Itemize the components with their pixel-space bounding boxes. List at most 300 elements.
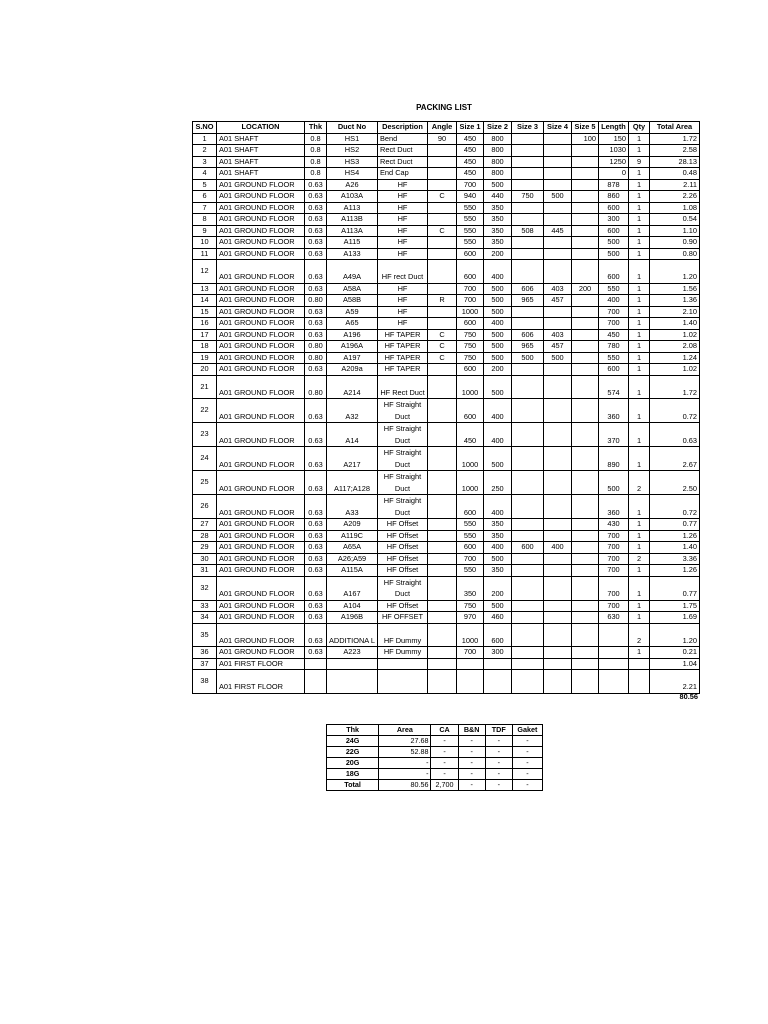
- cell-s4: [544, 214, 572, 226]
- cell-duct: A113A: [327, 225, 378, 237]
- cell-sno: 21: [193, 375, 217, 399]
- summary-cell: -: [485, 747, 512, 758]
- cell-s4: [544, 179, 572, 191]
- cell-thk: 0.63: [305, 495, 327, 519]
- cell-s3: [512, 168, 544, 180]
- cell-sno: 4: [193, 168, 217, 180]
- cell-s4: [544, 576, 572, 600]
- cell-area: 1.20: [650, 623, 700, 647]
- cell-s3: [512, 447, 544, 471]
- cell-duct: A197: [327, 352, 378, 364]
- cell-s4: [544, 168, 572, 180]
- cell-duct: A209: [327, 519, 378, 531]
- cell-sno: 27: [193, 519, 217, 531]
- cell-s3: [512, 623, 544, 647]
- cell-sno: 2: [193, 145, 217, 157]
- summary-cell: -: [431, 769, 458, 780]
- cell-desc: HF TAPER: [378, 329, 428, 341]
- cell-desc: HF: [378, 318, 428, 330]
- cell-s3: 606: [512, 283, 544, 295]
- cell-area: 0.90: [650, 237, 700, 249]
- cell-qty: 2: [629, 623, 650, 647]
- cell-sno: 38: [193, 670, 217, 694]
- cell-area: 1.56: [650, 283, 700, 295]
- cell-desc: HF: [378, 295, 428, 307]
- cell-desc: HF rect Duct: [378, 260, 428, 284]
- cell-angle: [428, 471, 457, 495]
- cell-length: 600: [599, 260, 629, 284]
- cell-desc: [378, 670, 428, 694]
- summary-cell: -: [512, 780, 542, 791]
- cell-sno: 6: [193, 191, 217, 203]
- cell-area: 1.26: [650, 530, 700, 542]
- cell-location: A01 SHAFT: [217, 168, 305, 180]
- cell-s4: [544, 202, 572, 214]
- cell-location: A01 SHAFT: [217, 133, 305, 145]
- cell-s2: 300: [484, 647, 512, 659]
- cell-thk: 0.63: [305, 329, 327, 341]
- summary-cell: -: [458, 780, 485, 791]
- cell-area: 0.48: [650, 168, 700, 180]
- cell-s3: 606: [512, 329, 544, 341]
- cell-duct: HS4: [327, 168, 378, 180]
- summary-cell: -: [512, 736, 542, 747]
- cell-s2: [484, 670, 512, 694]
- cell-sno: 23: [193, 423, 217, 447]
- summary-column-header: Thk: [327, 725, 379, 736]
- cell-s2: 440: [484, 191, 512, 203]
- cell-length: 150: [599, 133, 629, 145]
- grand-total: 80.56: [679, 692, 698, 701]
- table-row: [193, 600, 700, 612]
- cell-sno: 5: [193, 179, 217, 191]
- cell-desc: HF TAPER: [378, 341, 428, 353]
- cell-s3: 750: [512, 191, 544, 203]
- cell-angle: [428, 542, 457, 554]
- cell-qty: 1: [629, 423, 650, 447]
- cell-location: A01 GROUND FLOOR: [217, 214, 305, 226]
- cell-duct: HS2: [327, 145, 378, 157]
- cell-thk: 0.63: [305, 214, 327, 226]
- cell-s5: [572, 318, 599, 330]
- cell-s1: 1000: [457, 471, 484, 495]
- cell-area: 2.21: [650, 670, 700, 694]
- cell-s2: 350: [484, 237, 512, 249]
- cell-qty: 1: [629, 237, 650, 249]
- cell-length: [599, 647, 629, 659]
- cell-s5: [572, 364, 599, 376]
- cell-s3: 965: [512, 295, 544, 307]
- table-row: [193, 352, 700, 364]
- cell-angle: [428, 364, 457, 376]
- cell-location: A01 GROUND FLOOR: [217, 447, 305, 471]
- cell-duct: A32: [327, 399, 378, 423]
- cell-desc: HF: [378, 202, 428, 214]
- cell-s2: 500: [484, 600, 512, 612]
- cell-s2: 500: [484, 341, 512, 353]
- cell-area: 2.50: [650, 471, 700, 495]
- cell-sno: 1: [193, 133, 217, 145]
- cell-desc: HF: [378, 225, 428, 237]
- cell-duct: A65: [327, 318, 378, 330]
- cell-s5: 100: [572, 133, 599, 145]
- cell-duct: A217: [327, 447, 378, 471]
- summary-column-header: TDF: [485, 725, 512, 736]
- cell-s5: [572, 156, 599, 168]
- cell-area: 0.77: [650, 576, 700, 600]
- cell-sno: 16: [193, 318, 217, 330]
- summary-cell: -: [379, 769, 431, 780]
- cell-s5: [572, 623, 599, 647]
- cell-s5: [572, 225, 599, 237]
- table-row: [193, 214, 700, 226]
- cell-s5: [572, 553, 599, 565]
- cell-s5: [572, 237, 599, 249]
- cell-location: A01 GROUND FLOOR: [217, 191, 305, 203]
- cell-area: 2.26: [650, 191, 700, 203]
- cell-s2: 350: [484, 519, 512, 531]
- cell-duct: A59: [327, 306, 378, 318]
- cell-angle: [428, 156, 457, 168]
- cell-length: [599, 658, 629, 670]
- summary-cell: 2,700: [431, 780, 458, 791]
- cell-thk: 0.63: [305, 612, 327, 624]
- column-header: Angle: [428, 122, 457, 134]
- cell-thk: 0.63: [305, 260, 327, 284]
- cell-s2: 460: [484, 612, 512, 624]
- cell-desc: HF: [378, 306, 428, 318]
- cell-s1: 450: [457, 423, 484, 447]
- cell-qty: 1: [629, 133, 650, 145]
- cell-qty: 1: [629, 352, 650, 364]
- cell-angle: [428, 375, 457, 399]
- cell-angle: [428, 530, 457, 542]
- cell-location: A01 SHAFT: [217, 145, 305, 157]
- cell-location: A01 GROUND FLOOR: [217, 399, 305, 423]
- cell-angle: [428, 283, 457, 295]
- cell-s1: 600: [457, 364, 484, 376]
- cell-angle: C: [428, 191, 457, 203]
- cell-area: 0.63: [650, 423, 700, 447]
- cell-thk: 0.63: [305, 237, 327, 249]
- cell-s5: [572, 260, 599, 284]
- cell-qty: 1: [629, 375, 650, 399]
- cell-thk: 0.63: [305, 248, 327, 260]
- cell-area: 1.10: [650, 225, 700, 237]
- cell-sno: 18: [193, 341, 217, 353]
- cell-length: 700: [599, 600, 629, 612]
- table-row: [193, 447, 700, 471]
- table-row: [193, 306, 700, 318]
- cell-angle: R: [428, 295, 457, 307]
- cell-location: A01 GROUND FLOOR: [217, 260, 305, 284]
- cell-length: 370: [599, 423, 629, 447]
- cell-thk: [305, 658, 327, 670]
- summary-cell: Total: [327, 780, 379, 791]
- cell-thk: 0.63: [305, 519, 327, 531]
- summary-cell: -: [485, 758, 512, 769]
- cell-s1: 1000: [457, 306, 484, 318]
- summary-cell: -: [431, 736, 458, 747]
- cell-angle: [428, 447, 457, 471]
- cell-qty: 1: [629, 647, 650, 659]
- cell-sno: 8: [193, 214, 217, 226]
- cell-desc: HF Offset: [378, 565, 428, 577]
- table-row: [193, 202, 700, 214]
- column-header: Length: [599, 122, 629, 134]
- cell-s2: 350: [484, 225, 512, 237]
- cell-sno: 31: [193, 565, 217, 577]
- table-row: [193, 295, 700, 307]
- cell-duct: A49A: [327, 260, 378, 284]
- cell-desc: HF: [378, 283, 428, 295]
- cell-area: 0.72: [650, 495, 700, 519]
- cell-s5: [572, 565, 599, 577]
- cell-s3: [512, 612, 544, 624]
- table-row: [193, 623, 700, 647]
- cell-thk: [305, 670, 327, 694]
- cell-thk: 0.63: [305, 179, 327, 191]
- cell-s1: 600: [457, 542, 484, 554]
- cell-s4: [544, 399, 572, 423]
- cell-angle: [428, 553, 457, 565]
- cell-s2: 800: [484, 168, 512, 180]
- summary-cell: 24G: [327, 736, 379, 747]
- column-header: Size 5: [572, 122, 599, 134]
- cell-s1: 1000: [457, 375, 484, 399]
- cell-duct: A133: [327, 248, 378, 260]
- summary-column-header: Area: [379, 725, 431, 736]
- summary-cell: -: [512, 747, 542, 758]
- column-header: Total Area: [650, 122, 700, 134]
- column-header: Duct No: [327, 122, 378, 134]
- cell-location: A01 GROUND FLOOR: [217, 179, 305, 191]
- summary-cell: -: [512, 769, 542, 780]
- cell-sno: 10: [193, 237, 217, 249]
- cell-qty: 1: [629, 519, 650, 531]
- cell-length: 430: [599, 519, 629, 531]
- cell-duct: A65A: [327, 542, 378, 554]
- cell-s2: 500: [484, 283, 512, 295]
- cell-s1: 450: [457, 145, 484, 157]
- cell-desc: HF TAPER: [378, 352, 428, 364]
- summary-table: [326, 724, 543, 791]
- cell-desc: HF Dummy: [378, 647, 428, 659]
- table-row: [193, 612, 700, 624]
- cell-s5: [572, 600, 599, 612]
- cell-angle: C: [428, 329, 457, 341]
- table-row: [193, 329, 700, 341]
- cell-thk: 0.63: [305, 283, 327, 295]
- cell-s2: 500: [484, 329, 512, 341]
- summary-cell: -: [431, 758, 458, 769]
- cell-desc: HF Straight Duct: [378, 423, 428, 447]
- cell-angle: [428, 248, 457, 260]
- cell-duct: A117;A128: [327, 471, 378, 495]
- cell-length: 550: [599, 283, 629, 295]
- summary-cell: -: [458, 769, 485, 780]
- cell-s5: [572, 352, 599, 364]
- cell-angle: [428, 214, 457, 226]
- cell-sno: 30: [193, 553, 217, 565]
- cell-area: 1.02: [650, 364, 700, 376]
- cell-location: A01 FIRST FLOOR: [217, 658, 305, 670]
- cell-desc: HF Offset: [378, 553, 428, 565]
- cell-s5: [572, 341, 599, 353]
- cell-sno: 22: [193, 399, 217, 423]
- cell-s2: 500: [484, 352, 512, 364]
- table-row: [193, 553, 700, 565]
- cell-thk: 0.63: [305, 364, 327, 376]
- cell-sno: 36: [193, 647, 217, 659]
- cell-thk: 0.63: [305, 576, 327, 600]
- cell-area: 0.54: [650, 214, 700, 226]
- cell-s3: 965: [512, 341, 544, 353]
- cell-sno: 24: [193, 447, 217, 471]
- cell-length: 500: [599, 471, 629, 495]
- cell-duct: [327, 658, 378, 670]
- cell-length: 1030: [599, 145, 629, 157]
- table-row: [193, 225, 700, 237]
- cell-s3: [512, 248, 544, 260]
- cell-length: 630: [599, 612, 629, 624]
- cell-s5: [572, 179, 599, 191]
- cell-angle: C: [428, 225, 457, 237]
- cell-area: 0.21: [650, 647, 700, 659]
- cell-length: 450: [599, 329, 629, 341]
- cell-length: [599, 623, 629, 647]
- cell-duct: A26: [327, 179, 378, 191]
- cell-length: 500: [599, 237, 629, 249]
- cell-length: 1250: [599, 156, 629, 168]
- cell-s1: 750: [457, 600, 484, 612]
- cell-desc: HF Dummy: [378, 623, 428, 647]
- cell-duct: A58B: [327, 295, 378, 307]
- cell-location: A01 GROUND FLOOR: [217, 318, 305, 330]
- cell-sno: 15: [193, 306, 217, 318]
- cell-angle: [428, 519, 457, 531]
- cell-length: 890: [599, 447, 629, 471]
- column-header: Description: [378, 122, 428, 134]
- cell-s1: 750: [457, 329, 484, 341]
- cell-angle: [428, 495, 457, 519]
- summary-column-header: Gaket: [512, 725, 542, 736]
- cell-s5: [572, 248, 599, 260]
- cell-area: 3.36: [650, 553, 700, 565]
- cell-duct: A196: [327, 329, 378, 341]
- cell-s4: [544, 447, 572, 471]
- cell-length: 550: [599, 352, 629, 364]
- cell-s3: 508: [512, 225, 544, 237]
- cell-s2: 350: [484, 214, 512, 226]
- cell-s1: 450: [457, 156, 484, 168]
- cell-sno: 7: [193, 202, 217, 214]
- cell-s4: [544, 471, 572, 495]
- cell-duct: A58A: [327, 283, 378, 295]
- cell-area: 28.13: [650, 156, 700, 168]
- table-row: [193, 399, 700, 423]
- cell-s3: [512, 237, 544, 249]
- cell-thk: 0.63: [305, 225, 327, 237]
- cell-desc: HF Offset: [378, 542, 428, 554]
- cell-location: A01 GROUND FLOOR: [217, 471, 305, 495]
- cell-area: 1.40: [650, 318, 700, 330]
- cell-qty: 1: [629, 364, 650, 376]
- cell-angle: 90: [428, 133, 457, 145]
- cell-desc: [378, 658, 428, 670]
- cell-qty: [629, 670, 650, 694]
- cell-desc: HF Straight Duct: [378, 399, 428, 423]
- cell-desc: HF Straight Duct: [378, 576, 428, 600]
- cell-s1: 1000: [457, 447, 484, 471]
- cell-duct: A33: [327, 495, 378, 519]
- cell-s5: [572, 202, 599, 214]
- summary-row: [327, 747, 543, 758]
- cell-s1: 550: [457, 530, 484, 542]
- table-row: [193, 318, 700, 330]
- cell-angle: [428, 260, 457, 284]
- summary-cell: 52.88: [379, 747, 431, 758]
- cell-s3: [512, 318, 544, 330]
- cell-sno: 32: [193, 576, 217, 600]
- cell-duct: [327, 670, 378, 694]
- cell-qty: 1: [629, 447, 650, 471]
- cell-s3: [512, 658, 544, 670]
- table-row: [193, 647, 700, 659]
- cell-s3: [512, 530, 544, 542]
- cell-s5: [572, 375, 599, 399]
- cell-duct: A26;A59: [327, 553, 378, 565]
- table-row: [193, 658, 700, 670]
- table-row: [193, 576, 700, 600]
- cell-s3: [512, 647, 544, 659]
- cell-s5: [572, 214, 599, 226]
- summary-cell: -: [485, 769, 512, 780]
- column-header: Size 3: [512, 122, 544, 134]
- summary-cell: -: [458, 736, 485, 747]
- table-row: [193, 156, 700, 168]
- cell-s4: 457: [544, 341, 572, 353]
- cell-location: A01 GROUND FLOOR: [217, 647, 305, 659]
- summary-cell: -: [431, 747, 458, 758]
- cell-area: 1.24: [650, 352, 700, 364]
- cell-duct: ADDITIONA L: [327, 623, 378, 647]
- cell-location: A01 GROUND FLOOR: [217, 553, 305, 565]
- cell-length: 780: [599, 341, 629, 353]
- cell-angle: [428, 565, 457, 577]
- cell-area: 1.40: [650, 542, 700, 554]
- packing-list-table: [192, 121, 700, 694]
- cell-location: A01 GROUND FLOOR: [217, 306, 305, 318]
- cell-s1: 550: [457, 519, 484, 531]
- cell-qty: 1: [629, 329, 650, 341]
- table-row: [193, 341, 700, 353]
- table-row: [193, 542, 700, 554]
- table-row: [193, 423, 700, 447]
- cell-s3: [512, 399, 544, 423]
- cell-s2: 500: [484, 179, 512, 191]
- cell-s3: [512, 306, 544, 318]
- cell-s3: [512, 495, 544, 519]
- table-row: [193, 471, 700, 495]
- cell-s1: [457, 670, 484, 694]
- cell-s5: [572, 295, 599, 307]
- cell-qty: 1: [629, 260, 650, 284]
- cell-s3: 500: [512, 352, 544, 364]
- cell-s4: [544, 553, 572, 565]
- cell-s3: [512, 576, 544, 600]
- cell-angle: [428, 658, 457, 670]
